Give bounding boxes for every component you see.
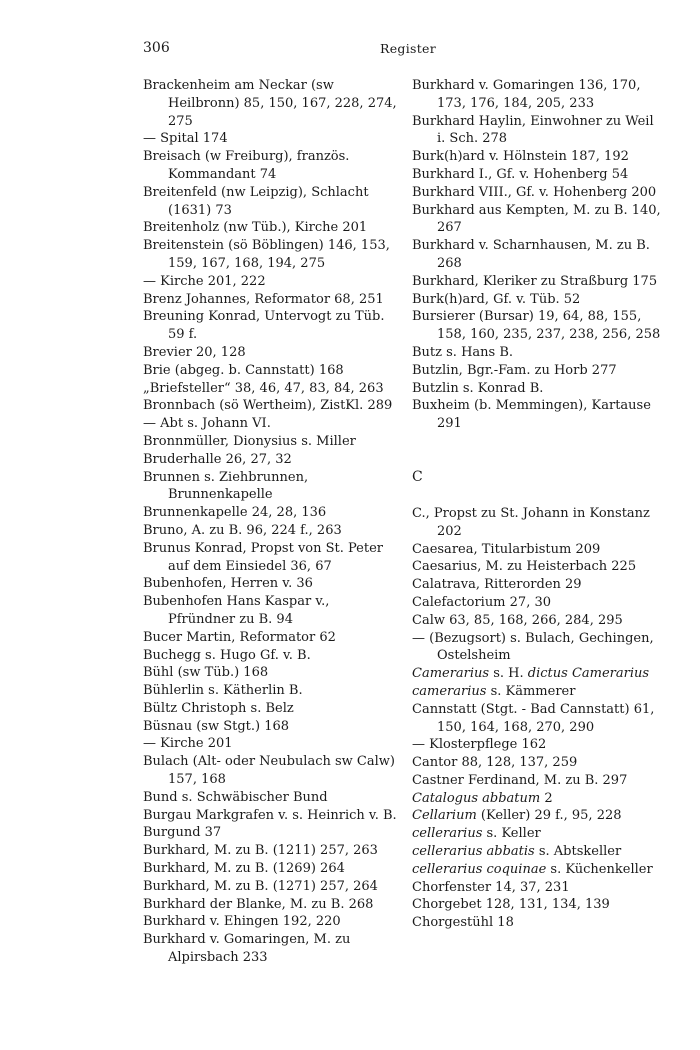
index-entry [412, 612, 662, 630]
index-entry: Butz s. Hans B. [412, 344, 514, 360]
index-entry-text: Caesarea, Titularbistum 209 [412, 541, 601, 557]
index-entry-text: — Klosterpflege 162 [412, 737, 547, 753]
index-entry: Burkhard v. Ehingen 192, 220 [143, 914, 341, 930]
index-entry: Buxheim (b. Memmingen), Kartause 291 [412, 398, 651, 432]
index-entry-text: s. Kämmerer [486, 683, 576, 699]
index-entry-italic: dictus Camerarius [527, 666, 650, 682]
index-entry: Bühlerlin s. Kätherlin B. [143, 683, 303, 699]
index-entry-text: Calatrava, Ritterorden 29 [412, 577, 582, 593]
index-entry [412, 683, 662, 701]
index-entry: Bruno, A. zu B. 96, 224 f., 263 [143, 522, 342, 538]
index-entry-text: Chorgebet 128, 131, 134, 139 [412, 897, 610, 913]
index-entry-italic: cellerarius abbatis [412, 844, 535, 860]
index-entry: Büsnau (sw Stgt.) 168 [143, 718, 290, 734]
index-entry: Burgau Markgrafen v. s. Heinrich v. B. [143, 807, 397, 823]
index-entry: — Abt s. Johann VI. [143, 416, 271, 432]
index-entry [412, 807, 662, 825]
index-entry: Burgund 37 [143, 825, 222, 841]
index-entry [412, 879, 662, 897]
index-entry [412, 772, 662, 790]
index-entry: Breisach (w Freiburg), französ. Kommandant 74 [143, 149, 350, 182]
index-entry: — Kirche 201, 222 [143, 273, 266, 289]
index-column-right [412, 77, 662, 932]
index-entry: Burkhard v. Gomaringen 136, 170, 173, 176, 184, 205, 233 [412, 78, 641, 111]
index-entry-text: s. Keller [482, 826, 541, 842]
index-entry: Breitenstein (sö Böblingen) 146, 153, 159, 167, 168, 194, 275 [143, 238, 390, 271]
index-entry [412, 665, 662, 683]
index-entry: Bültz Christoph s. Belz [143, 700, 294, 716]
index-entry: Brunnenkapelle 24, 28, 136 [143, 505, 327, 521]
index-entry: Bubenhofen Hans Kaspar v., Pfründner zu B. 94 [143, 594, 330, 627]
index-entry-text: C., Propst zu St. Johann in Konstanz 202 [412, 505, 650, 539]
index-entry: Burkhard VIII., Gf. v. Hohenberg 200 [412, 184, 657, 200]
section-letter-c: C [412, 468, 423, 485]
index-entry: Brie (abgeg. b. Cannstatt) 168 [143, 362, 344, 378]
index-entry-text: s. H. [489, 666, 528, 682]
index-entry: Brunus Konrad, Propst von St. Peter auf dem Einsiedel 36, 67 [143, 540, 383, 574]
index-entry: Brunnen s. Ziehbrunnen, Brunnenkapelle [143, 469, 309, 503]
index-entry: Bucer Martin, Reformator 62 [143, 629, 336, 645]
index-entry: Bulach (Alt- oder Neubulach sw Calw) 157, 168 [143, 754, 395, 788]
index-entry-italic: cellerarius [412, 826, 483, 842]
index-entry-text: s. Küchenkeller [546, 861, 653, 877]
index-entry: Burkhard v. Gomaringen, M. zu Alpirsbach 233 [143, 932, 351, 966]
page-header [0, 40, 700, 60]
index-entry-italic: Cellarium [412, 808, 477, 824]
index-entry-italic: camerarius [412, 683, 487, 699]
index-entry: Bruderhalle 26, 27, 32 [143, 451, 292, 467]
index-entry-text: Chorgestühl 18 [412, 915, 514, 931]
index-entry: Burkhard, M. zu B. (1211) 257, 263 [143, 843, 378, 859]
index-entry-text: Chorfenster 14, 37, 231 [412, 879, 570, 895]
index-entry [412, 541, 662, 559]
index-entry-italic: Catalogus abbatum [412, 790, 541, 806]
index-entry-text: Caesarius, M. zu Heisterbach 225 [412, 559, 637, 575]
index-entry: Bronnmüller, Dionysius s. Miller [143, 433, 356, 449]
index-entry-text: Castner Ferdinand, M. zu B. 297 [412, 772, 628, 788]
running-title: Register [380, 41, 437, 56]
index-entry [412, 701, 662, 737]
index-entry: Brenz Johannes, Reformator 68, 251 [143, 291, 384, 307]
index-entry: Brevier 20, 128 [143, 344, 246, 360]
index-entry: Burkhard I., Gf. v. Hohenberg 54 [412, 166, 629, 182]
index-entry: Bubenhofen, Herren v. 36 [143, 576, 313, 592]
index-entry: Burkhard, M. zu B. (1271) 257, 264 [143, 878, 378, 894]
index-entry-text: (Keller) 29 f., 95, 228 [476, 808, 622, 824]
index-entry: Burk(h)ard, Gf. v. Tüb. 52 [412, 291, 581, 307]
index-entry [412, 754, 662, 772]
index-entry-italic: cellerarius coquinae [412, 861, 547, 877]
index-entry: Burkhard, Kleriker zu Straßburg 175 [412, 273, 658, 289]
index-entry: Buchegg s. Hugo Gf. v. B. [143, 647, 311, 663]
index-entry-text: — (Bezugsort) s. Bulach, Gechingen, Ostelsheim [412, 630, 654, 664]
index-entry [412, 576, 662, 594]
index-entry: Burkhard Haylin, Einwohner zu Weil i. Sch. 278 [412, 113, 654, 147]
index-entry [412, 790, 662, 808]
index-entry: Burkhard, M. zu B. (1269) 264 [143, 861, 345, 877]
index-entry [412, 558, 662, 576]
index-entry: Breuning Konrad, Untervogt zu Tüb. 59 f. [143, 309, 385, 343]
index-entry: — Kirche 201 [143, 736, 233, 752]
index-entry: Butzlin s. Konrad B. [412, 380, 544, 396]
index-entry [412, 914, 662, 932]
index-entry: Burkhard aus Kempten, M. zu B. 140, 267 [412, 202, 661, 236]
index-entry: Breitenfeld (nw Leipzig), Schlacht (1631) 73 [143, 184, 369, 218]
index-entry: Burkhard v. Scharnhausen, M. zu B. 268 [412, 238, 650, 271]
index-entry [412, 630, 662, 666]
index-entry: Bühl (sw Tüb.) 168 [143, 665, 269, 681]
index-entry-text: s. Abtskeller [534, 844, 622, 860]
index-entry [412, 825, 662, 843]
index-entry [412, 861, 662, 879]
index-entry: — Spital 174 [143, 131, 228, 147]
index-entry-text: Cannstatt (Stgt. - Bad Cannstatt) 61, 150, 164, 168, 270, 290 [412, 701, 655, 735]
index-entry: Bund s. Schwäbischer Bund [143, 789, 328, 805]
index-entry [412, 594, 662, 612]
index-entry-text: Calefactorium 27, 30 [412, 594, 551, 610]
index-entry [412, 843, 662, 861]
section-gap [412, 433, 662, 468]
index-entry: Breitenholz (nw Tüb.), Kirche 201 [143, 220, 368, 236]
index-entry: „Briefsteller“ 38, 46, 47, 83, 84, 263 [143, 380, 384, 396]
index-entry: Burk(h)ard v. Hölnstein 187, 192 [412, 149, 629, 165]
index-entry: Burkhard der Blanke, M. zu B. 268 [143, 896, 374, 912]
page-number: 306 [143, 40, 170, 56]
index-entry-text: 2 [540, 790, 553, 806]
index-entry: Bursierer (Bursar) 19, 64, 88, 155, 158, 160, 235, 237, 238, 256, 258 [412, 309, 661, 343]
index-entry-text: Cantor 88, 128, 137, 259 [412, 755, 578, 771]
index-entry-text: Calw 63, 85, 168, 266, 284, 295 [412, 612, 623, 628]
index-entry: Brackenheim am Neckar (sw Heilbronn) 85, 150, 167, 228, 274, 275 [143, 78, 397, 129]
index-entry: Butzlin, Bgr.-Fam. zu Horb 277 [412, 362, 617, 378]
index-entry: Bronnbach (sö Wertheim), ZistKl. 289 [143, 398, 393, 414]
index-column-left [143, 77, 398, 967]
index-entry [412, 736, 662, 754]
index-entry-italic: Camerarius [412, 666, 490, 682]
index-entry [412, 896, 662, 914]
index-entry [412, 505, 662, 541]
